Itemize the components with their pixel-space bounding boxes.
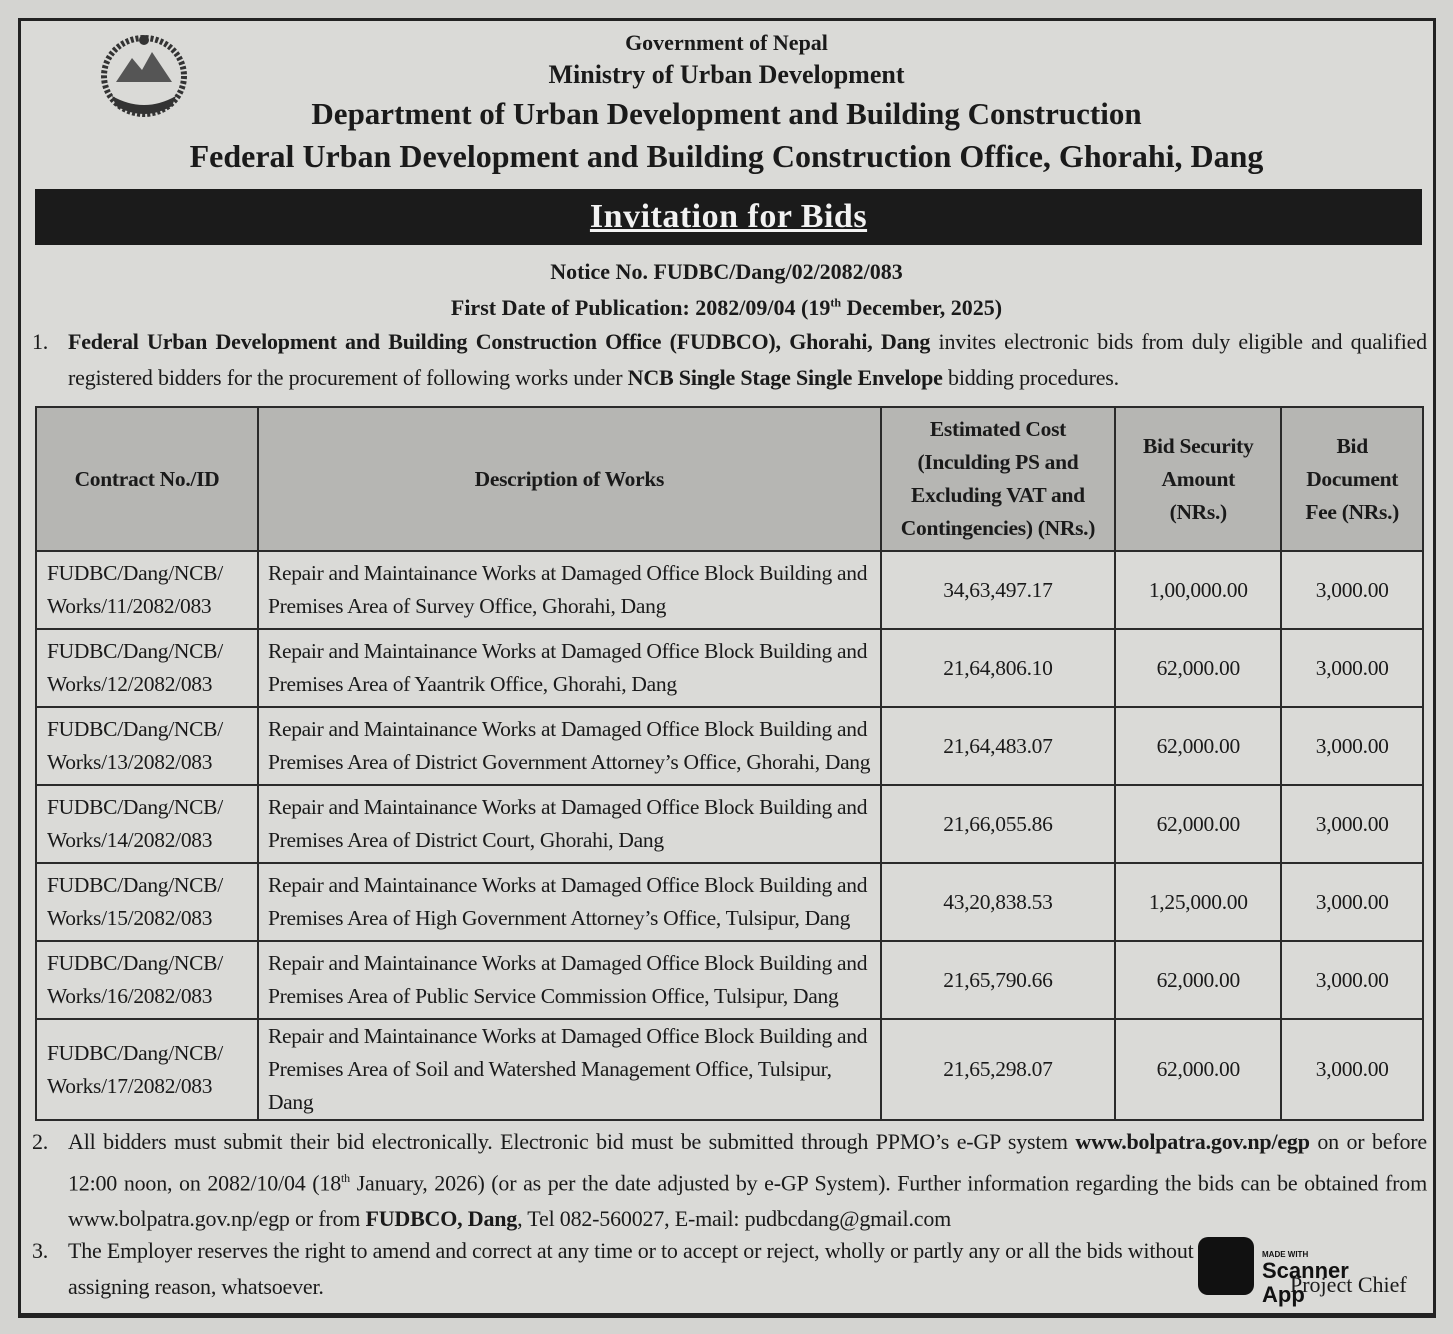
bids-table xyxy=(35,406,1424,1121)
table-row xyxy=(36,551,1423,629)
document-fee: 3,000.00 xyxy=(1281,941,1423,1019)
bid-security: 1,25,000.00 xyxy=(1115,863,1281,941)
table-row xyxy=(36,863,1423,941)
table-row xyxy=(36,707,1423,785)
page-title: Invitation for Bids xyxy=(589,198,868,235)
publication-date-sup: th xyxy=(830,295,842,310)
bid-security: 62,000.00 xyxy=(1115,941,1281,1019)
table-header-row xyxy=(36,407,1423,551)
col-description: Description of Works xyxy=(258,407,881,551)
paragraph-number: 2. xyxy=(32,1129,49,1154)
bid-security: 1,00,000.00 xyxy=(1115,551,1281,629)
watermark-line1: Scanner xyxy=(1262,1258,1349,1283)
office-bold: Federal Urban Development and Building Construction Office (FUDBCO), Ghorahi, Dang xyxy=(68,329,931,354)
estimated-cost: 34,63,497.17 xyxy=(881,551,1115,629)
publication-date-suffix: December, 2025) xyxy=(841,295,1003,320)
bid-security: 62,000.00 xyxy=(1115,629,1281,707)
watermark xyxy=(1262,1250,1349,1307)
document-fee: 3,000.00 xyxy=(1281,1019,1423,1120)
paragraph-number: 1. xyxy=(32,329,49,354)
contract-id: FUDBC/Dang/NCB/ Works/13/2082/083 xyxy=(36,707,258,785)
bid-security: 62,000.00 xyxy=(1115,785,1281,863)
contract-id: FUDBC/Dang/NCB/ Works/17/2082/083 xyxy=(36,1019,258,1120)
signature: Project Chief xyxy=(1290,1272,1407,1297)
table-row xyxy=(36,629,1423,707)
para-text: The Employer reserves the right to amend and correct at any time or to accept or reject, wholly or partly any or all the bids without assigning reason, whatsoever. xyxy=(68,1238,1194,1299)
office-name: Federal Urban Development and Building Construction Office, Ghorahi, Dang xyxy=(189,138,1264,174)
document-fee: 3,000.00 xyxy=(1281,629,1423,707)
paragraph-3 xyxy=(32,1233,1202,1305)
table-row xyxy=(36,941,1423,1019)
estimated-cost: 21,64,483.07 xyxy=(881,707,1115,785)
para-text: bidding procedures. xyxy=(942,365,1119,390)
contract-id: FUDBC/Dang/NCB/ Works/16/2082/083 xyxy=(36,941,258,1019)
title-band xyxy=(35,189,1422,245)
procedure-bold: NCB Single Stage Single Envelope xyxy=(627,365,943,390)
paragraph-1 xyxy=(32,324,1427,396)
estimated-cost: 21,65,298.07 xyxy=(881,1019,1115,1120)
notice-number: Notice No. FUDBC/Dang/02/2082/083 xyxy=(550,259,903,284)
estimated-cost: 21,66,055.86 xyxy=(881,785,1115,863)
work-description: Repair and Maintainance Works at Damaged Office Block Building and Premises Area of Survey Office, Ghorahi, Dang xyxy=(258,551,881,629)
paragraph-2 xyxy=(32,1124,1427,1237)
contract-id: FUDBC/Dang/NCB/ Works/14/2082/083 xyxy=(36,785,258,863)
contract-id: FUDBC/Dang/NCB/ Works/12/2082/083 xyxy=(36,629,258,707)
document-fee: 3,000.00 xyxy=(1281,551,1423,629)
watermark-small: MADE WITH xyxy=(1262,1250,1309,1259)
para-text: invites electronic bids from duly eligible and qualified registered bidders for the procurement of following works under xyxy=(68,329,1427,390)
work-description: Repair and Maintainance Works at Damaged Office Block Building and Premises Area of Soil and Watershed Management Office, Tulsipur, Dang xyxy=(258,1019,881,1120)
government-name: Government of Nepal xyxy=(625,30,828,55)
estimated-cost: 21,64,806.10 xyxy=(881,629,1115,707)
work-description: Repair and Maintainance Works at Damaged Office Block Building and Premises Area of Yaantrik Office, Ghorahi, Dang xyxy=(258,629,881,707)
document-fee: 3,000.00 xyxy=(1281,863,1423,941)
sup: th xyxy=(341,1171,350,1185)
document-fee: 3,000.00 xyxy=(1281,785,1423,863)
office-bold: FUDBCO, Dang xyxy=(365,1206,518,1232)
para-text: January, 2026) (or as per the date adjusted by e-GP System). Further information regarding the bids can be obtained from www.bolpatra.gov.np/egp or from xyxy=(68,1170,1427,1232)
table-row xyxy=(36,785,1423,863)
work-description: Repair and Maintainance Works at Damaged Office Block Building and Premises Area of Public Service Commission Office, Tulsipur, Dang xyxy=(258,941,881,1019)
table-row xyxy=(36,1019,1423,1120)
para-text: on or before 12:00 noon, on 2082/10/04 (18 xyxy=(68,1129,1427,1196)
work-description: Repair and Maintainance Works at Damaged Office Block Building and Premises Area of District Government Attorney’s Office, Ghorahi, Dang xyxy=(258,707,881,785)
para-text: , Tel 082-560027, E-mail: pudbcdang@gmail.com xyxy=(517,1206,952,1232)
work-description: Repair and Maintainance Works at Damaged Office Block Building and Premises Area of High Government Attorney’s Office, Tulsipur, Dang xyxy=(258,863,881,941)
col-estimated-cost: Estimated Cost (Inculding PS and Excluding VAT and Contingencies) (NRs.) xyxy=(881,407,1115,551)
egp-link[interactable]: www.bolpatra.gov.np/egp xyxy=(1075,1129,1310,1154)
scanner-app-icon xyxy=(1198,1237,1254,1295)
publication-date xyxy=(0,295,1453,321)
col-bid-security: Bid Security Amount (NRs.) xyxy=(1115,407,1281,551)
col-document-fee: Bid Document Fee (NRs.) xyxy=(1281,407,1423,551)
contract-id: FUDBC/Dang/NCB/ Works/15/2082/083 xyxy=(36,863,258,941)
department-name: Department of Urban Development and Building Construction xyxy=(311,96,1142,131)
estimated-cost: 21,65,790.66 xyxy=(881,941,1115,1019)
col-contract: Contract No./ID xyxy=(36,407,258,551)
bid-security: 62,000.00 xyxy=(1115,1019,1281,1120)
para-text: All bidders must submit their bid electronically. Electronic bid must be submitted through PPMO’s e-GP system xyxy=(68,1129,1076,1154)
watermark-line2: App xyxy=(1262,1282,1305,1307)
bid-security: 62,000.00 xyxy=(1115,707,1281,785)
paragraph-number: 3. xyxy=(32,1238,49,1263)
publication-date-text: First Date of Publication: 2082/09/04 (19 xyxy=(450,295,831,320)
ministry-name: Ministry of Urban Development xyxy=(548,60,905,89)
document-fee: 3,000.00 xyxy=(1281,707,1423,785)
work-description: Repair and Maintainance Works at Damaged Office Block Building and Premises Area of District Court, Ghorahi, Dang xyxy=(258,785,881,863)
estimated-cost: 43,20,838.53 xyxy=(881,863,1115,941)
contract-id: FUDBC/Dang/NCB/ Works/11/2082/083 xyxy=(36,551,258,629)
